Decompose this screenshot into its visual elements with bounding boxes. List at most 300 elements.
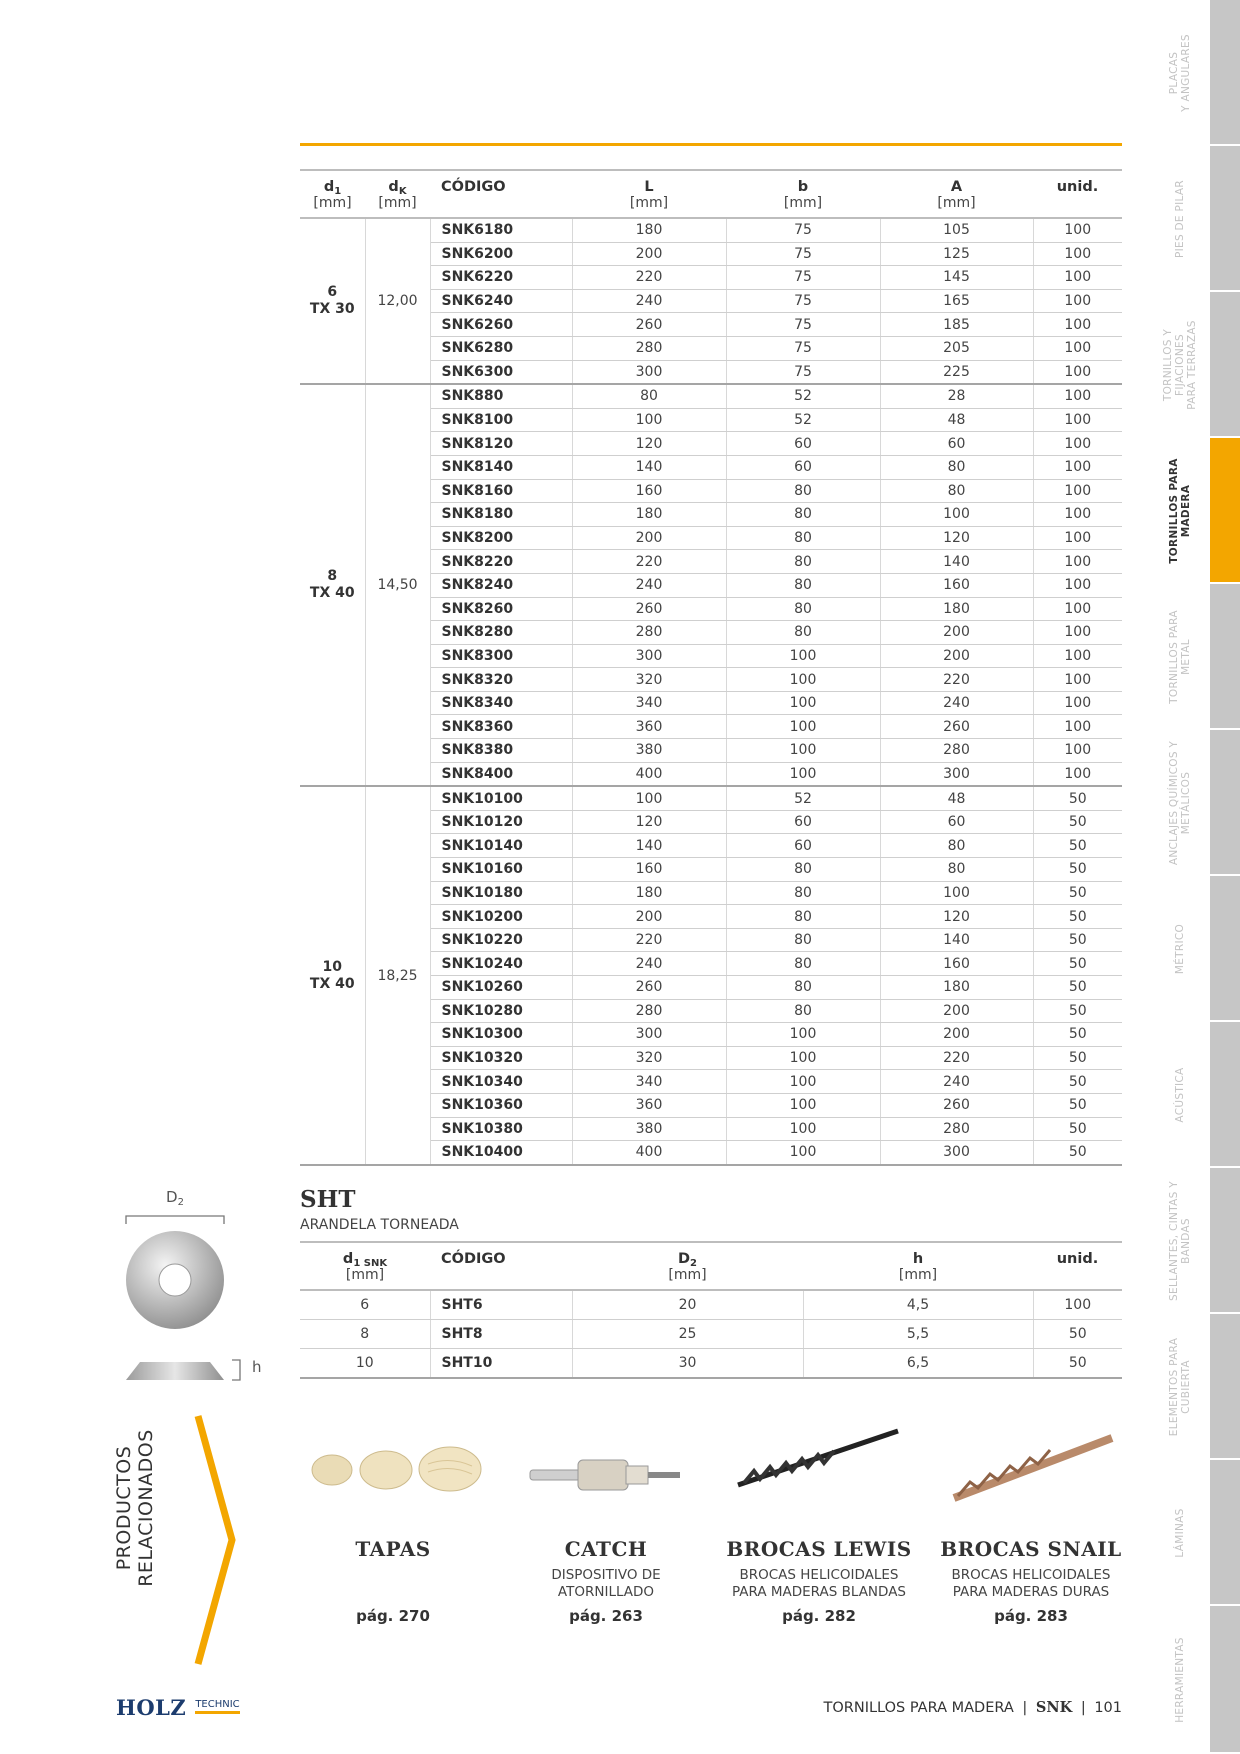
A-cell: 28 <box>880 384 1033 408</box>
unid-cell: 100 <box>1033 336 1122 360</box>
sht-col-header-d1: $d_{1 SNK}$ <box>300 1242 430 1267</box>
b-cell: 75 <box>726 218 880 242</box>
related-product-title: BROCAS LEWIS <box>726 1537 912 1561</box>
diagram-label-h: h <box>252 1358 262 1376</box>
b-cell: 75 <box>726 289 880 313</box>
code-cell: SNK8280 <box>430 621 572 645</box>
A-cell: 280 <box>880 739 1033 763</box>
related-product-page-link[interactable]: pág. 263 <box>569 1607 643 1625</box>
sht-unit-D2: [mm] <box>572 1267 803 1290</box>
related-product-1[interactable] <box>293 1537 493 1625</box>
code-cell: SNK10240 <box>430 952 572 976</box>
group-d1 <box>300 384 365 786</box>
unid-cell: 50 <box>1033 1023 1122 1047</box>
brocas-snail-image <box>948 1430 1118 1505</box>
sht-col-header-unid: unid. <box>1033 1242 1122 1267</box>
unid-cell: 50 <box>1033 1349 1122 1379</box>
b-cell: 60 <box>726 455 880 479</box>
A-cell: 140 <box>880 928 1033 952</box>
related-products-list <box>0 1537 1240 1637</box>
L-cell: 100 <box>572 786 726 810</box>
unid-cell: 100 <box>1033 313 1122 337</box>
unit-A: [mm] <box>880 195 1033 218</box>
b-cell: 80 <box>726 573 880 597</box>
side-tab-label: ACÚSTICA <box>1174 1067 1186 1123</box>
holz-logo <box>116 1695 240 1725</box>
group-d1-value: 8 <box>327 568 338 585</box>
unid-cell: 50 <box>1033 1093 1122 1117</box>
A-cell: 300 <box>880 762 1033 786</box>
code-cell: SNK6220 <box>430 266 572 290</box>
A-cell: 300 <box>880 1141 1033 1165</box>
unid-cell: 100 <box>1033 550 1122 574</box>
b-cell: 80 <box>726 952 880 976</box>
A-cell: 205 <box>880 336 1033 360</box>
A-cell: 125 <box>880 242 1033 266</box>
L-cell: 400 <box>572 762 726 786</box>
side-tab-label: HERRAMIENTAS <box>1174 1637 1186 1723</box>
footer-separator: | <box>1080 1700 1086 1716</box>
A-cell: 80 <box>880 455 1033 479</box>
A-cell: 160 <box>880 952 1033 976</box>
unid-cell: 50 <box>1033 858 1122 882</box>
sht-table <box>300 1241 1122 1379</box>
code-cell: SNK8140 <box>430 455 572 479</box>
group-d1-value: 10 <box>322 958 342 975</box>
col-header-code: CÓDIGO <box>430 170 572 195</box>
b-cell: 80 <box>726 526 880 550</box>
table-row <box>300 786 1122 810</box>
unit-code <box>430 195 572 218</box>
A-cell: 60 <box>880 432 1033 456</box>
related-product-desc-line: PARA MADERAS BLANDAS <box>732 1584 906 1600</box>
washer-diagram <box>118 1188 262 1388</box>
code-cell: SNK8240 <box>430 573 572 597</box>
col-header-b: b <box>726 170 880 195</box>
related-product-desc <box>506 1567 706 1601</box>
d1-cell: 10 <box>300 1349 430 1379</box>
unid-cell: 50 <box>1033 786 1122 810</box>
table-row <box>300 384 1122 408</box>
A-cell: 260 <box>880 715 1033 739</box>
related-product-desc-line: BROCAS HELICOIDALES <box>951 1567 1111 1583</box>
code-cell: SNK8360 <box>430 715 572 739</box>
unid-cell: 100 <box>1033 432 1122 456</box>
accent-line <box>300 143 1122 146</box>
b-cell: 75 <box>726 266 880 290</box>
unid-cell: 100 <box>1033 266 1122 290</box>
b-cell: 75 <box>726 242 880 266</box>
group-d1 <box>300 218 365 384</box>
L-cell: 400 <box>572 1141 726 1165</box>
unid-cell: 50 <box>1033 1117 1122 1141</box>
side-tab-5[interactable] <box>1210 584 1240 730</box>
code-cell: SNK10400 <box>430 1141 572 1165</box>
L-cell: 160 <box>572 479 726 503</box>
unid-cell: 100 <box>1033 384 1122 408</box>
A-cell: 80 <box>880 834 1033 858</box>
group-d1-value: 6 <box>327 284 338 301</box>
b-cell: 100 <box>726 1070 880 1094</box>
code-cell: SNK8260 <box>430 597 572 621</box>
sht-unit-h: [mm] <box>803 1267 1033 1290</box>
b-cell: 100 <box>726 739 880 763</box>
related-product-title: BROCAS SNAIL <box>940 1537 1122 1561</box>
sht-subtitle: ARANDELA TORNEADA <box>300 1217 459 1233</box>
side-tab-label: PIES DE PILAR <box>1174 179 1186 259</box>
D2-cell: 25 <box>572 1320 803 1349</box>
A-cell: 140 <box>880 550 1033 574</box>
L-cell: 140 <box>572 834 726 858</box>
sht-unit-d1: [mm] <box>300 1267 430 1290</box>
tapas-image <box>310 1440 485 1500</box>
b-cell: 100 <box>726 644 880 668</box>
unit-L: [mm] <box>572 195 726 218</box>
A-cell: 160 <box>880 573 1033 597</box>
unid-cell: 100 <box>1033 526 1122 550</box>
unid-cell: 100 <box>1033 597 1122 621</box>
code-cell: SNK10120 <box>430 810 572 834</box>
side-tab-label: TORNILLOS PARA METAL <box>1168 610 1192 704</box>
b-cell: 80 <box>726 858 880 882</box>
table-row <box>300 218 1122 242</box>
code-cell: SNK10100 <box>430 786 572 810</box>
unid-cell: 100 <box>1033 360 1122 384</box>
L-cell: 320 <box>572 1046 726 1070</box>
related-product-desc <box>719 1567 919 1601</box>
L-cell: 360 <box>572 1093 726 1117</box>
A-cell: 120 <box>880 526 1033 550</box>
L-cell: 380 <box>572 739 726 763</box>
L-cell: 180 <box>572 218 726 242</box>
code-cell: SNK8220 <box>430 550 572 574</box>
L-cell: 220 <box>572 266 726 290</box>
b-cell: 75 <box>726 360 880 384</box>
L-cell: 120 <box>572 810 726 834</box>
unid-cell: 50 <box>1033 905 1122 929</box>
b-cell: 80 <box>726 928 880 952</box>
side-tab-label: SELLANTES, CINTAS Y BANDAS <box>1168 1181 1192 1301</box>
unid-cell: 50 <box>1033 928 1122 952</box>
A-cell: 100 <box>880 881 1033 905</box>
footer-separator: | <box>1022 1700 1028 1716</box>
b-cell: 80 <box>726 905 880 929</box>
code-cell: SNK10160 <box>430 858 572 882</box>
unid-cell: 100 <box>1033 668 1122 692</box>
L-cell: 280 <box>572 621 726 645</box>
code-cell: SNK10280 <box>430 999 572 1023</box>
L-cell: 200 <box>572 905 726 929</box>
A-cell: 200 <box>880 644 1033 668</box>
unid-cell: 50 <box>1033 1046 1122 1070</box>
related-product-desc <box>293 1567 493 1601</box>
page-number: 101 <box>1094 1700 1122 1716</box>
side-tab-3[interactable] <box>1210 292 1240 438</box>
code-cell: SNK10140 <box>430 834 572 858</box>
code-cell: SHT10 <box>430 1349 572 1379</box>
code-cell: SNK10260 <box>430 976 572 1000</box>
b-cell: 80 <box>726 881 880 905</box>
unid-cell: 100 <box>1033 762 1122 786</box>
A-cell: 165 <box>880 289 1033 313</box>
code-cell: SNK8160 <box>430 479 572 503</box>
L-cell: 200 <box>572 242 726 266</box>
L-cell: 180 <box>572 503 726 527</box>
washer-top-view <box>118 1208 238 1348</box>
L-cell: 240 <box>572 952 726 976</box>
side-tab-label: TORNILLOS PARA MADERA <box>1168 458 1192 564</box>
related-product-3[interactable] <box>719 1537 919 1625</box>
L-cell: 160 <box>572 858 726 882</box>
side-tab-4[interactable] <box>1210 438 1240 584</box>
code-cell: SNK6180 <box>430 218 572 242</box>
unid-cell: 50 <box>1033 810 1122 834</box>
A-cell: 220 <box>880 668 1033 692</box>
logo-technic: TECHNIC <box>195 1699 239 1714</box>
L-cell: 260 <box>572 976 726 1000</box>
code-cell: SNK8300 <box>430 644 572 668</box>
unid-cell: 100 <box>1033 503 1122 527</box>
b-cell: 80 <box>726 597 880 621</box>
A-cell: 200 <box>880 999 1033 1023</box>
footer-section: TORNILLOS PARA MADERA <box>823 1700 1014 1716</box>
d1-cell: 8 <box>300 1320 430 1349</box>
unid-cell: 100 <box>1033 644 1122 668</box>
group-dk: 12,00 <box>365 218 430 384</box>
b-cell: 80 <box>726 503 880 527</box>
sht-unit-code <box>430 1267 572 1290</box>
group-tx-value: TX 30 <box>309 301 355 318</box>
A-cell: 240 <box>880 691 1033 715</box>
L-cell: 280 <box>572 999 726 1023</box>
A-cell: 60 <box>880 810 1033 834</box>
related-product-page-link[interactable]: pág. 270 <box>356 1607 430 1625</box>
group-d1 <box>300 786 365 1165</box>
L-cell: 260 <box>572 313 726 337</box>
table-row <box>300 1290 1122 1320</box>
group-dk: 14,50 <box>365 384 430 786</box>
side-tab-8[interactable] <box>1210 1022 1240 1168</box>
side-tab-label: LÁMINAS <box>1174 1508 1186 1558</box>
L-cell: 360 <box>572 715 726 739</box>
code-cell: SNK6200 <box>430 242 572 266</box>
b-cell: 100 <box>726 1141 880 1165</box>
b-cell: 52 <box>726 408 880 432</box>
code-cell: SNK8400 <box>430 762 572 786</box>
unid-cell: 50 <box>1033 952 1122 976</box>
L-cell: 220 <box>572 928 726 952</box>
A-cell: 200 <box>880 621 1033 645</box>
related-product-desc-line: ATORNILLADO <box>557 1584 655 1600</box>
unit-b: [mm] <box>726 195 880 218</box>
code-cell: SNK10380 <box>430 1117 572 1141</box>
code-cell: SNK10340 <box>430 1070 572 1094</box>
A-cell: 185 <box>880 313 1033 337</box>
A-cell: 120 <box>880 905 1033 929</box>
b-cell: 100 <box>726 1023 880 1047</box>
side-tab-bar <box>1210 0 1240 1754</box>
side-tab-10[interactable] <box>1210 1314 1240 1460</box>
side-tab-2[interactable] <box>1210 146 1240 292</box>
related-product-page-link[interactable]: pág. 283 <box>994 1607 1068 1625</box>
unid-cell: 50 <box>1033 1320 1122 1349</box>
unid-cell: 100 <box>1033 242 1122 266</box>
related-product-desc <box>931 1567 1131 1601</box>
h-cell: 6,5 <box>803 1349 1033 1379</box>
unid-cell: 50 <box>1033 976 1122 1000</box>
side-tab-label: TORNILLOS Y FIJACIONES PARA TERRAZAS <box>1162 320 1198 410</box>
b-cell: 80 <box>726 976 880 1000</box>
sht-table-body <box>300 1290 1122 1378</box>
L-cell: 340 <box>572 691 726 715</box>
col-header-A: A <box>880 170 1033 195</box>
related-heading-line2: RELACIONADOS <box>135 1429 157 1587</box>
side-tab-7[interactable] <box>1210 876 1240 1022</box>
code-cell: SHT8 <box>430 1320 572 1349</box>
col-header-d1: $d_1$ <box>300 170 365 195</box>
b-cell: 75 <box>726 313 880 337</box>
b-cell: 80 <box>726 550 880 574</box>
L-cell: 280 <box>572 336 726 360</box>
code-cell: SHT6 <box>430 1290 572 1320</box>
L-cell: 120 <box>572 432 726 456</box>
unid-cell: 100 <box>1033 408 1122 432</box>
unid-cell: 100 <box>1033 691 1122 715</box>
side-tab-6[interactable] <box>1210 730 1240 876</box>
unid-cell: 50 <box>1033 1141 1122 1165</box>
unit-d1: [mm] <box>300 195 365 218</box>
A-cell: 225 <box>880 360 1033 384</box>
b-cell: 52 <box>726 786 880 810</box>
A-cell: 220 <box>880 1046 1033 1070</box>
catch-image <box>528 1452 683 1502</box>
washer-side-view <box>118 1356 258 1386</box>
A-cell: 48 <box>880 786 1033 810</box>
b-cell: 100 <box>726 1117 880 1141</box>
sht-col-header-D2: $D_2$ <box>572 1242 803 1267</box>
col-header-dk: $d_K$ <box>365 170 430 195</box>
code-cell: SNK8100 <box>430 408 572 432</box>
unid-cell: 100 <box>1033 218 1122 242</box>
unid-cell: 100 <box>1033 715 1122 739</box>
unid-cell: 50 <box>1033 999 1122 1023</box>
b-cell: 52 <box>726 384 880 408</box>
related-product-page-link[interactable]: pág. 282 <box>782 1607 856 1625</box>
D2-cell: 30 <box>572 1349 803 1379</box>
L-cell: 140 <box>572 455 726 479</box>
unid-cell: 100 <box>1033 1290 1122 1320</box>
side-tab-1[interactable] <box>1210 0 1240 146</box>
unid-cell: 50 <box>1033 881 1122 905</box>
h-cell: 4,5 <box>803 1290 1033 1320</box>
table-row <box>300 1349 1122 1379</box>
related-product-2[interactable] <box>506 1537 706 1625</box>
b-cell: 80 <box>726 621 880 645</box>
col-header-unid: unid. <box>1033 170 1122 195</box>
snk-table <box>300 169 1122 1166</box>
footer-running-title <box>824 1699 1122 1716</box>
b-cell: 80 <box>726 479 880 503</box>
related-product-4[interactable] <box>931 1537 1131 1625</box>
b-cell: 80 <box>726 999 880 1023</box>
sht-col-header-h: h <box>803 1242 1033 1267</box>
h-cell: 5,5 <box>803 1320 1033 1349</box>
code-cell: SNK880 <box>430 384 572 408</box>
table-row <box>300 1320 1122 1349</box>
code-cell: SNK10360 <box>430 1093 572 1117</box>
code-cell: SNK10300 <box>430 1023 572 1047</box>
diagram-label-D2: $D_2$ <box>166 1188 184 1208</box>
b-cell: 100 <box>726 1093 880 1117</box>
code-cell: SNK8320 <box>430 668 572 692</box>
L-cell: 240 <box>572 289 726 313</box>
code-cell: SNK6240 <box>430 289 572 313</box>
L-cell: 380 <box>572 1117 726 1141</box>
related-product-title: CATCH <box>564 1537 648 1561</box>
col-header-L: L <box>572 170 726 195</box>
sht-col-header-code: CÓDIGO <box>430 1242 572 1267</box>
A-cell: 180 <box>880 976 1033 1000</box>
b-cell: 100 <box>726 668 880 692</box>
A-cell: 200 <box>880 1023 1033 1047</box>
L-cell: 260 <box>572 597 726 621</box>
A-cell: 180 <box>880 597 1033 621</box>
side-tab-label: ANCLAJES QUÍMICOS Y METÁLICOS <box>1168 740 1192 866</box>
L-cell: 200 <box>572 526 726 550</box>
code-cell: SNK8380 <box>430 739 572 763</box>
sht-title: SHT <box>300 1186 356 1213</box>
related-product-desc-line: BROCAS HELICOIDALES <box>739 1567 899 1583</box>
unid-cell: 100 <box>1033 455 1122 479</box>
L-cell: 300 <box>572 360 726 384</box>
b-cell: 100 <box>726 691 880 715</box>
brocas-lewis-image <box>730 1425 905 1495</box>
footer-product: SNK <box>1035 1699 1073 1716</box>
D2-cell: 20 <box>572 1290 803 1320</box>
A-cell: 100 <box>880 503 1033 527</box>
unit-dk: [mm] <box>365 195 430 218</box>
side-tab-label: PLACAS Y ANGULARES <box>1168 34 1192 112</box>
A-cell: 260 <box>880 1093 1033 1117</box>
b-cell: 75 <box>726 336 880 360</box>
side-tab-9[interactable] <box>1210 1168 1240 1314</box>
L-cell: 180 <box>572 881 726 905</box>
code-cell: SNK10320 <box>430 1046 572 1070</box>
b-cell: 60 <box>726 432 880 456</box>
unid-cell: 50 <box>1033 1070 1122 1094</box>
unid-cell: 100 <box>1033 621 1122 645</box>
sht-unit-unid <box>1033 1267 1122 1290</box>
side-tab-label: MÉTRICO <box>1174 923 1186 975</box>
unid-cell: 100 <box>1033 289 1122 313</box>
code-cell: SNK6280 <box>430 336 572 360</box>
A-cell: 280 <box>880 1117 1033 1141</box>
A-cell: 105 <box>880 218 1033 242</box>
L-cell: 320 <box>572 668 726 692</box>
code-cell: SNK8180 <box>430 503 572 527</box>
related-product-title: TAPAS <box>355 1537 431 1561</box>
L-cell: 220 <box>572 550 726 574</box>
b-cell: 100 <box>726 715 880 739</box>
b-cell: 60 <box>726 834 880 858</box>
related-product-desc-line: PARA MADERAS DURAS <box>952 1584 1110 1600</box>
unid-cell: 100 <box>1033 479 1122 503</box>
L-cell: 300 <box>572 644 726 668</box>
unid-cell: 100 <box>1033 573 1122 597</box>
unid-cell: 100 <box>1033 739 1122 763</box>
L-cell: 100 <box>572 408 726 432</box>
b-cell: 100 <box>726 1046 880 1070</box>
